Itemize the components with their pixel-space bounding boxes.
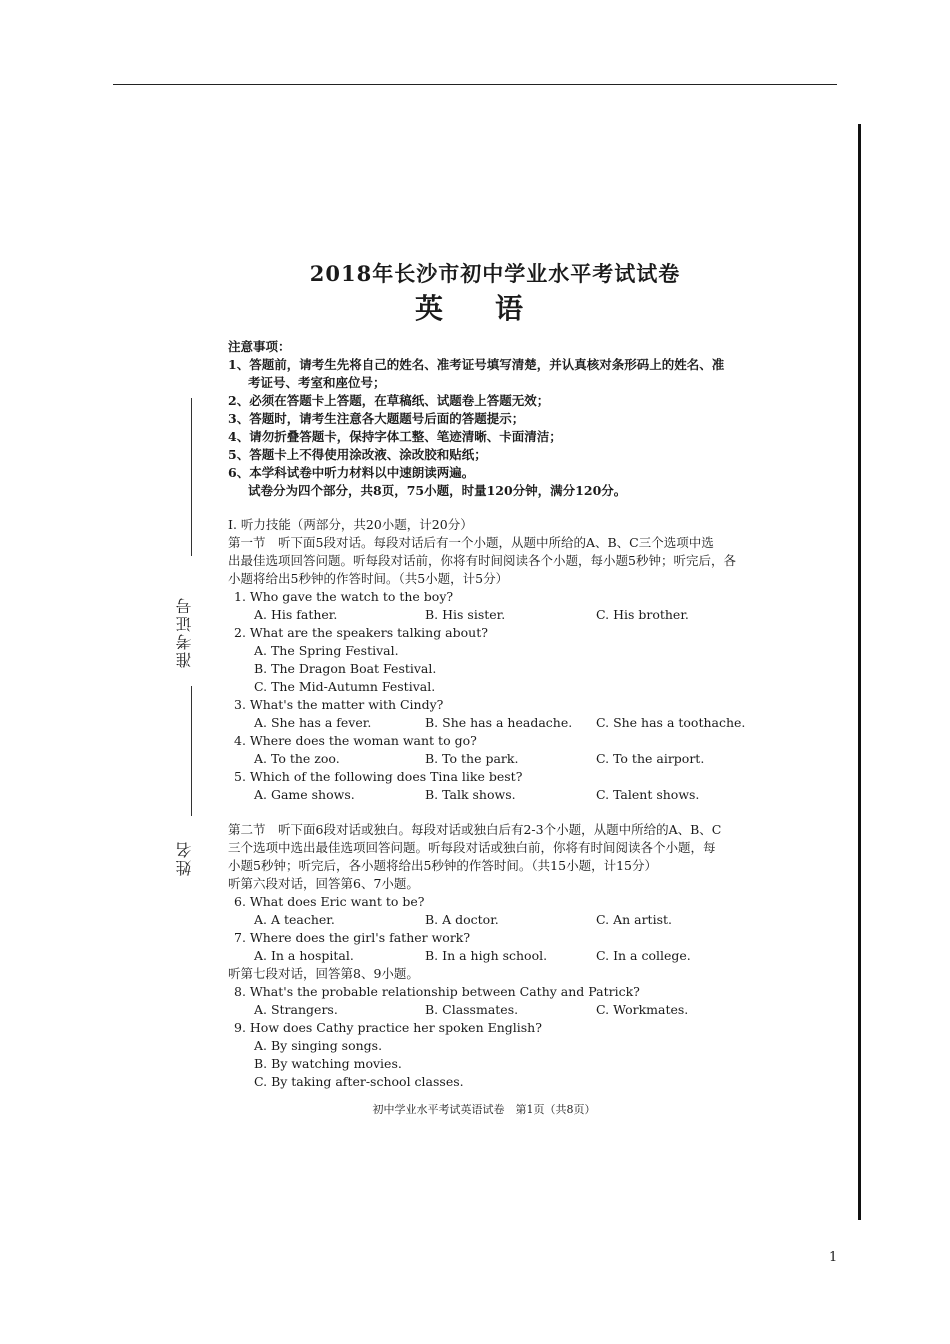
dialog-heading: 听第六段对话，回答第6、7小题。 (228, 876, 419, 891)
option: A. In a hospital. (254, 948, 354, 963)
question-stem: 3. What's the matter with Cindy? (234, 697, 444, 712)
section-instructions: 小题5秒钟；听完后，各小题将给出5秒钟的作答时间。（共15小题，计15分） (228, 858, 657, 873)
option: B. By watching movies. (254, 1056, 402, 1071)
option: A. Game shows. (254, 787, 355, 802)
section-instructions: 三个选项中选出最佳选项回答问题。听每段对话或独白前，你将有时间阅读各个小题，每 (228, 840, 716, 855)
option: B. Talk shows. (425, 787, 516, 802)
subject-title: 英语 (414, 292, 575, 325)
exam-id-label: 准考证号 (175, 596, 194, 668)
question-stem: 1. Who gave the watch to the boy? (234, 589, 454, 604)
notice-item: 5、答题卡上不得使用涂改液、涂改胶和贴纸； (228, 447, 487, 462)
option: A. His father. (254, 607, 338, 622)
option: C. Talent shows. (596, 787, 700, 802)
margin-rule (191, 686, 192, 816)
question-stem: 5. Which of the following does Tina like best? (234, 769, 523, 784)
notice-item: 考证号、考室和座位号； (248, 375, 386, 390)
option: B. The Dragon Boat Festival. (254, 661, 437, 676)
question-stem: 8. What's the probable relationship between Cathy and Patrick? (234, 984, 640, 999)
option: A. She has a fever. (254, 715, 372, 730)
margin-rule (191, 398, 192, 556)
option: B. In a high school. (425, 948, 548, 963)
option: C. To the airport. (596, 751, 705, 766)
question-stem: 7. Where does the girl's father work? (234, 930, 471, 945)
question-stem: 9. How does Cathy practice her spoken English? (234, 1020, 542, 1035)
section-instructions: 第一节 听下面5段对话。每段对话后有一个小题，从题中所给的A、B、C三个选项中选 (228, 535, 714, 550)
section-instructions: 小题将给出5秒钟的作答时间。（共5小题，计5分） (228, 571, 509, 586)
section-instructions: 第二节 听下面6段对话或独白。每段对话或独白后有2-3个小题，从题中所给的A、B、C (228, 822, 722, 837)
option: B. A doctor. (425, 912, 499, 927)
option: B. His sister. (425, 607, 506, 622)
notice-item: 2、必须在答题卡上答题，在草稿纸、试题卷上答题无效； (228, 393, 550, 408)
option: A. Strangers. (254, 1002, 338, 1017)
name-label: 姓名 (175, 840, 194, 876)
page-footer: 初中学业水平考试英语试卷 第1页（共8页） (372, 1103, 596, 1116)
part-heading: I. 听力技能（两部分，共20小题，计20分） (228, 517, 473, 532)
question-stem: 2. What are the speakers talking about? (234, 625, 488, 640)
option: A. A teacher. (254, 912, 335, 927)
option: A. To the zoo. (254, 751, 340, 766)
question-stem: 4. Where does the woman want to go? (234, 733, 477, 748)
option: C. In a college. (596, 948, 691, 963)
option: C. The Mid-Autumn Festival. (254, 679, 436, 694)
notice-item: 6、本学科试卷中听力材料以中速朗读两遍。 (228, 465, 475, 480)
notice-item: 试卷分为四个部分，共8页，75小题，时量120分钟，满分120分。 (248, 483, 627, 498)
notice-item: 3、答题时，请考生注意各大题题号后面的答题提示； (228, 411, 525, 426)
option: C. She has a toothache. (596, 715, 746, 730)
option: C. His brother. (596, 607, 689, 622)
option: C. By taking after-school classes. (254, 1074, 464, 1089)
notice-heading: 注意事项： (228, 339, 291, 354)
option: B. She has a headache. (425, 715, 573, 730)
option: B. To the park. (425, 751, 519, 766)
option: C. Workmates. (596, 1002, 689, 1017)
option: C. An artist. (596, 912, 672, 927)
question-stem: 6. What does Eric want to be? (234, 894, 425, 909)
dialog-heading: 听第七段对话，回答第8、9小题。 (228, 966, 419, 981)
top-rule (113, 84, 837, 85)
section-instructions: 出最佳选项回答问题。听每段对话前，你将有时间阅读各个小题，每小题5秒钟；听完后，各 (228, 553, 736, 568)
notice-item: 1、答题前，请考生先将自己的姓名、准考证号填写清楚，并认真核对条形码上的姓名、准 (228, 357, 725, 372)
option: B. Classmates. (425, 1002, 519, 1017)
option: A. By singing songs. (254, 1038, 383, 1053)
option: A. The Spring Festival. (254, 643, 399, 658)
notice-item: 4、请勿折叠答题卡，保持字体工整、笔迹清晰、卡面清洁； (228, 429, 562, 444)
exam-title: 2018年长沙市初中学业水平考试试卷 (309, 261, 681, 286)
page-number: 1 (829, 1250, 838, 1265)
